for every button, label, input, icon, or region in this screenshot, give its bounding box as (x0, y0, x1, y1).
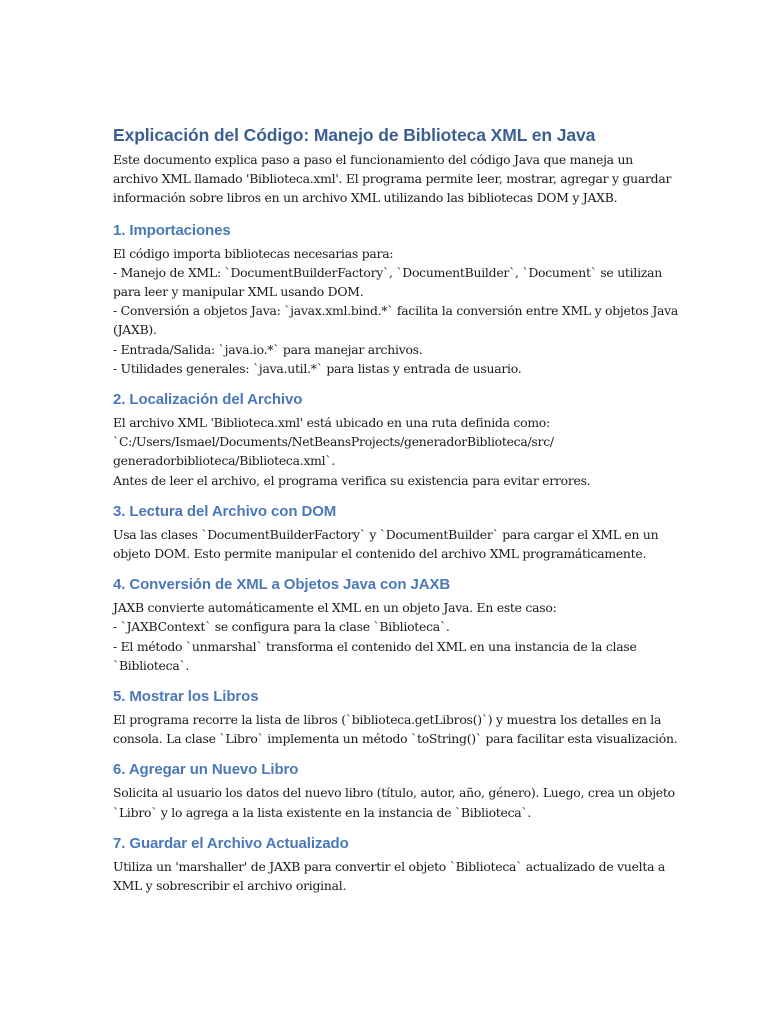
section-body (113, 244, 679, 378)
body-line: generadorbiblioteca/Biblioteca.xml`. (113, 453, 336, 469)
body-line: Antes de leer el archivo, el programa verifica su existencia para evitar errores. (113, 472, 591, 488)
section-heading: 4. Conversión de XML a Objetos Java con JAXB (113, 576, 451, 594)
body-line: - Entrada/Salida: `java.io.*` para manejar archivos. (113, 341, 423, 357)
body-line: El archivo XML 'Biblioteca.xml' está ubicado en una ruta definida como: (113, 415, 550, 431)
body-line: - El método `unmarshal` transforma el contenido del XML en una instancia de la clase (113, 638, 637, 654)
intro-line: archivo XML llamado 'Biblioteca.xml'. El programa permite leer, mostrar, agregar y guardar (113, 171, 672, 187)
section-heading: 5. Mostrar los Libros (113, 688, 259, 706)
section-mostrar-libros (113, 687, 678, 748)
section-heading: 6. Agregar un Nuevo Libro (113, 761, 299, 779)
section-body (113, 710, 678, 748)
section-conversion-jaxb (113, 575, 658, 675)
section-localizacion (113, 390, 658, 490)
section-body (113, 525, 658, 563)
body-line: (JAXB). (113, 322, 157, 338)
body-line: consola. La clase `Libro` implementa un método `toString()` para facilitar esta visualización. (113, 731, 678, 747)
section-body (113, 598, 658, 675)
body-line: - `JAXBContext` se configura para la clase `Biblioteca`. (113, 619, 450, 635)
document-title: Explicación del Código: Manejo de Biblioteca XML en Java (113, 125, 596, 145)
body-line: XML y sobrescribir el archivo original. (113, 878, 347, 894)
section-heading: 1. Importaciones (113, 221, 231, 239)
section-body (113, 413, 658, 490)
section-heading: 2. Localización del Archivo (113, 391, 303, 409)
body-line: Usa las clases `DocumentBuilderFactory` y `DocumentBuilder` para cargar el XML en un (113, 526, 659, 542)
section-lectura-dom (113, 502, 658, 563)
section-heading: 7. Guardar el Archivo Actualizado (113, 834, 349, 852)
body-line: `Biblioteca`. (113, 657, 190, 673)
body-line: `Libro` y lo agrega a la lista existente en la instancia de `Biblioteca`. (113, 804, 532, 820)
section-guardar-archivo (113, 834, 666, 895)
intro-line: información sobre libros en un archivo XML utilizando las bibliotecas DOM y JAXB. (113, 190, 618, 206)
body-line: Solicita al usuario los datos del nuevo libro (título, autor, año, género). Luego, crea un objeto (113, 785, 675, 801)
section-importaciones (113, 221, 679, 378)
section-agregar-libro (113, 760, 675, 821)
body-line: JAXB convierte automáticamente el XML en un objeto Java. En este caso: (113, 600, 557, 616)
body-line: objeto DOM. Esto permite manipular el contenido del archivo XML programáticamente. (113, 546, 647, 562)
body-line: para leer y manipular XML usando DOM. (113, 284, 364, 300)
body-line: - Conversión a objetos Java: `javax.xml.bind.*` facilita la conversión entre XML y objetos Java (113, 303, 679, 319)
intro-paragraph (113, 150, 672, 208)
body-line: El programa recorre la lista de libros (`biblioteca.getLibros()`) y muestra los detalles en la (113, 712, 662, 728)
body-line: Utiliza un 'marshaller' de JAXB para convertir el objeto `Biblioteca` actualizado de vuelta a (113, 858, 666, 874)
body-line: El código importa bibliotecas necesarias para: (113, 245, 394, 261)
body-line: - Utilidades generales: `java.util.*` para listas y entrada de usuario. (113, 360, 522, 376)
section-body (113, 857, 666, 895)
body-line: - Manejo de XML: `DocumentBuilderFactory`, `DocumentBuilder`, `Document` se utilizan (113, 264, 662, 280)
section-heading: 3. Lectura del Archivo con DOM (113, 502, 337, 520)
intro-line: Este documento explica paso a paso el funcionamiento del código Java que maneja un (113, 152, 633, 167)
section-body (113, 783, 675, 821)
body-line: `C:/Users/Ismael/Documents/NetBeansProjects/generadorBiblioteca/src/ (113, 434, 554, 450)
